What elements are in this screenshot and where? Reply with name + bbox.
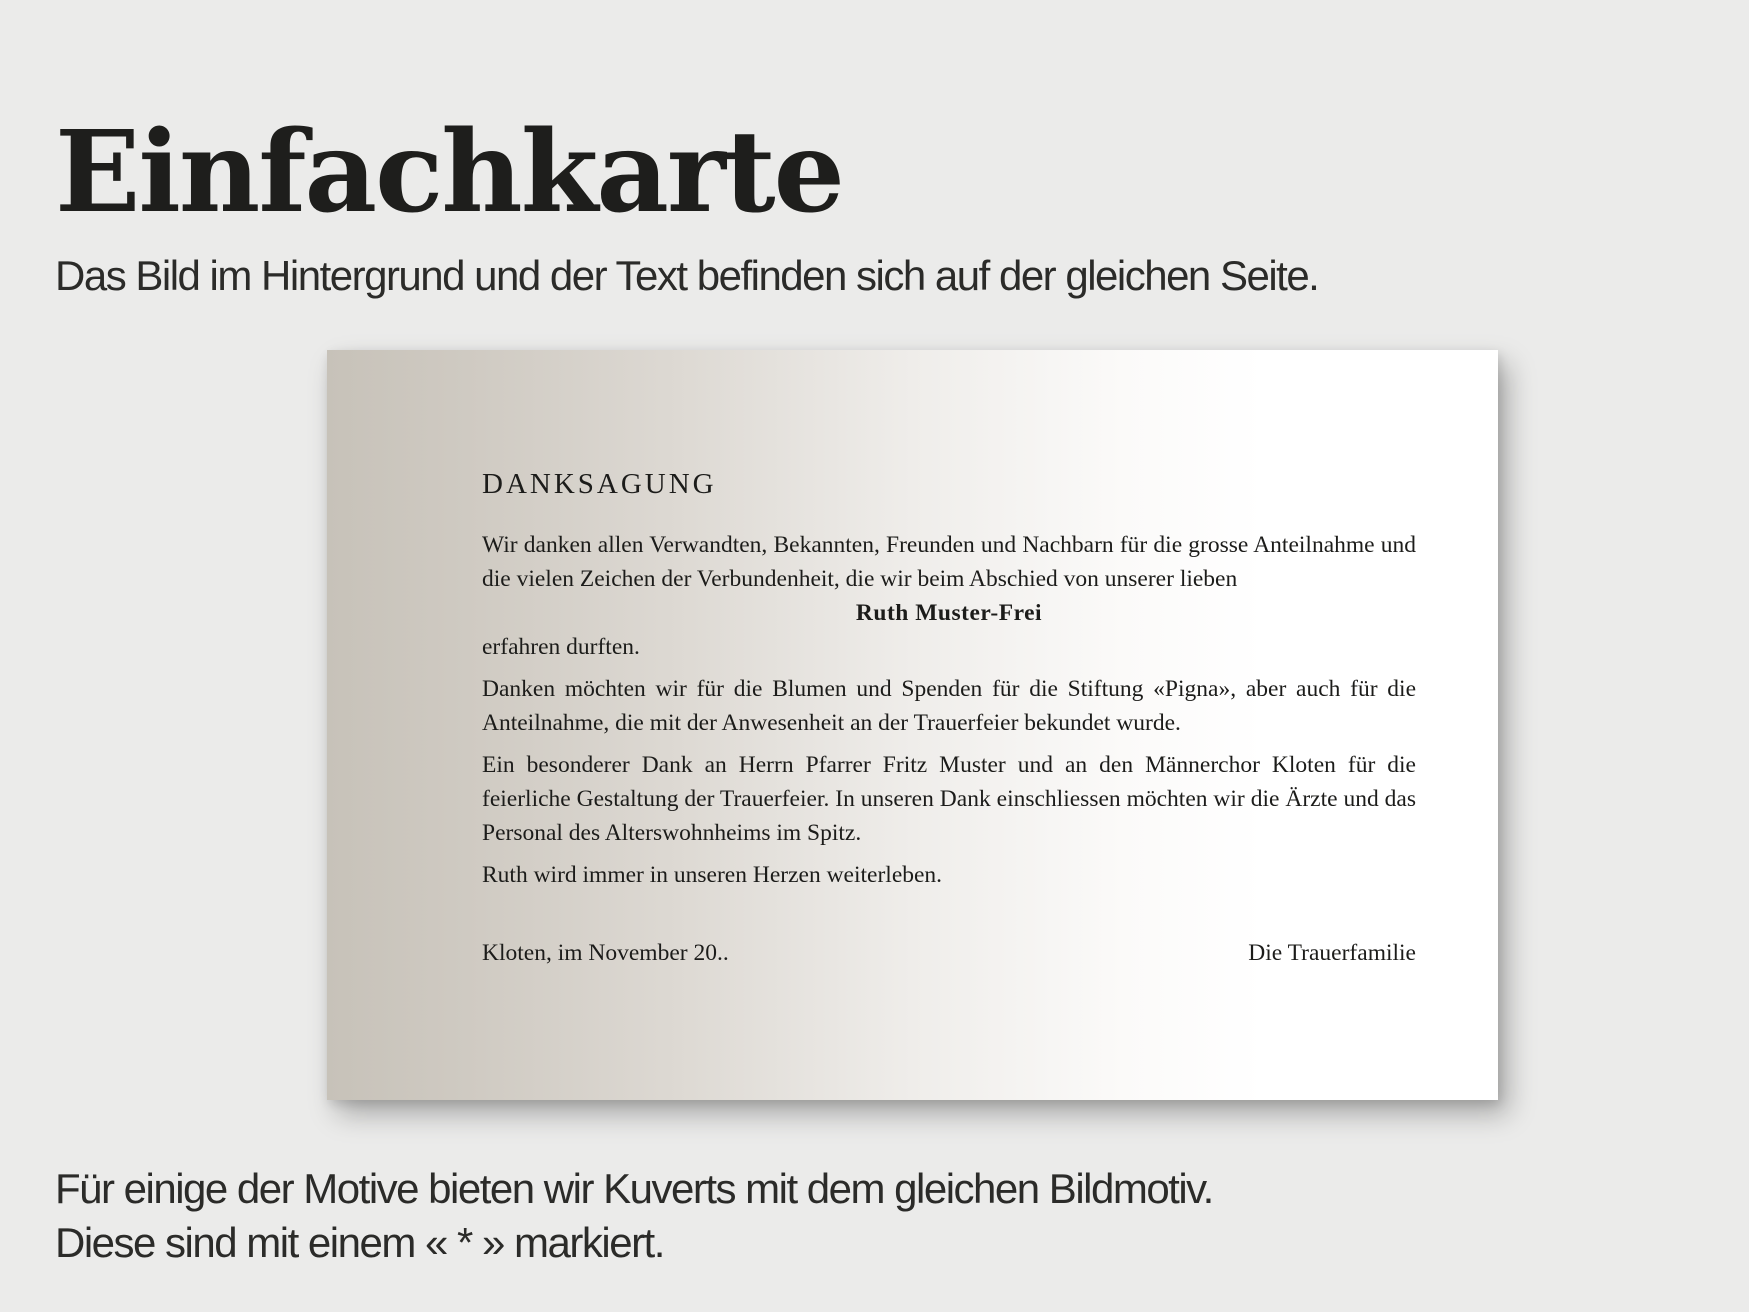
card-signature: Die Trauerfamilie [1248,940,1416,966]
footer-line-1: Für einige der Motive bieten wir Kuverts mit dem gleichen Bildmotiv. [55,1165,1213,1212]
card-thanks-paragraph: Danken möchten wir für die Blumen und Spenden für die Stiftung «Pigna», aber auch für die Anteilnahme, die mit der Anwesenheit an der Trauerfeier bekundet wurde. [482,676,1416,736]
page-subtitle: Das Bild im Hintergrund und der Text befinden sich auf der gleichen Seite. [55,252,1319,299]
deceased-name: Ruth Muster-Frei [855,600,1043,626]
card-special-thanks-paragraph: Ein besonderer Dank an Herrn Pfarrer Fritz Muster und an den Männerchor Kloten für die feierliche Gestaltung der Trauerfeier. In unseren Dank einschliessen möchten wir die Ärzte und das Personal des Alterswohnheims im Spitz. [482,752,1416,846]
card-signature-row [482,936,1416,970]
page-footer [55,1162,1213,1270]
card-after-name-paragraph: erfahren durften. [482,634,640,660]
page-title: Einfachkarte [55,107,843,239]
card-intro-paragraph: Wir danken allen Verwandten, Bekannten, Freunden und Nachbarn für die grosse Anteilnahme und die vielen Zeichen der Verbundenheit, die wir beim Abschied von unserer lieben [482,532,1416,592]
card-closing-paragraph: Ruth wird immer in unseren Herzen weiterleben. [482,862,943,888]
footer-line-2: Diese sind mit einem « * » markiert. [55,1219,664,1266]
card-place-date: Kloten, im November 20.. [482,940,729,966]
card-heading: DANKSAGUNG [482,468,717,500]
card-preview [327,350,1498,1100]
